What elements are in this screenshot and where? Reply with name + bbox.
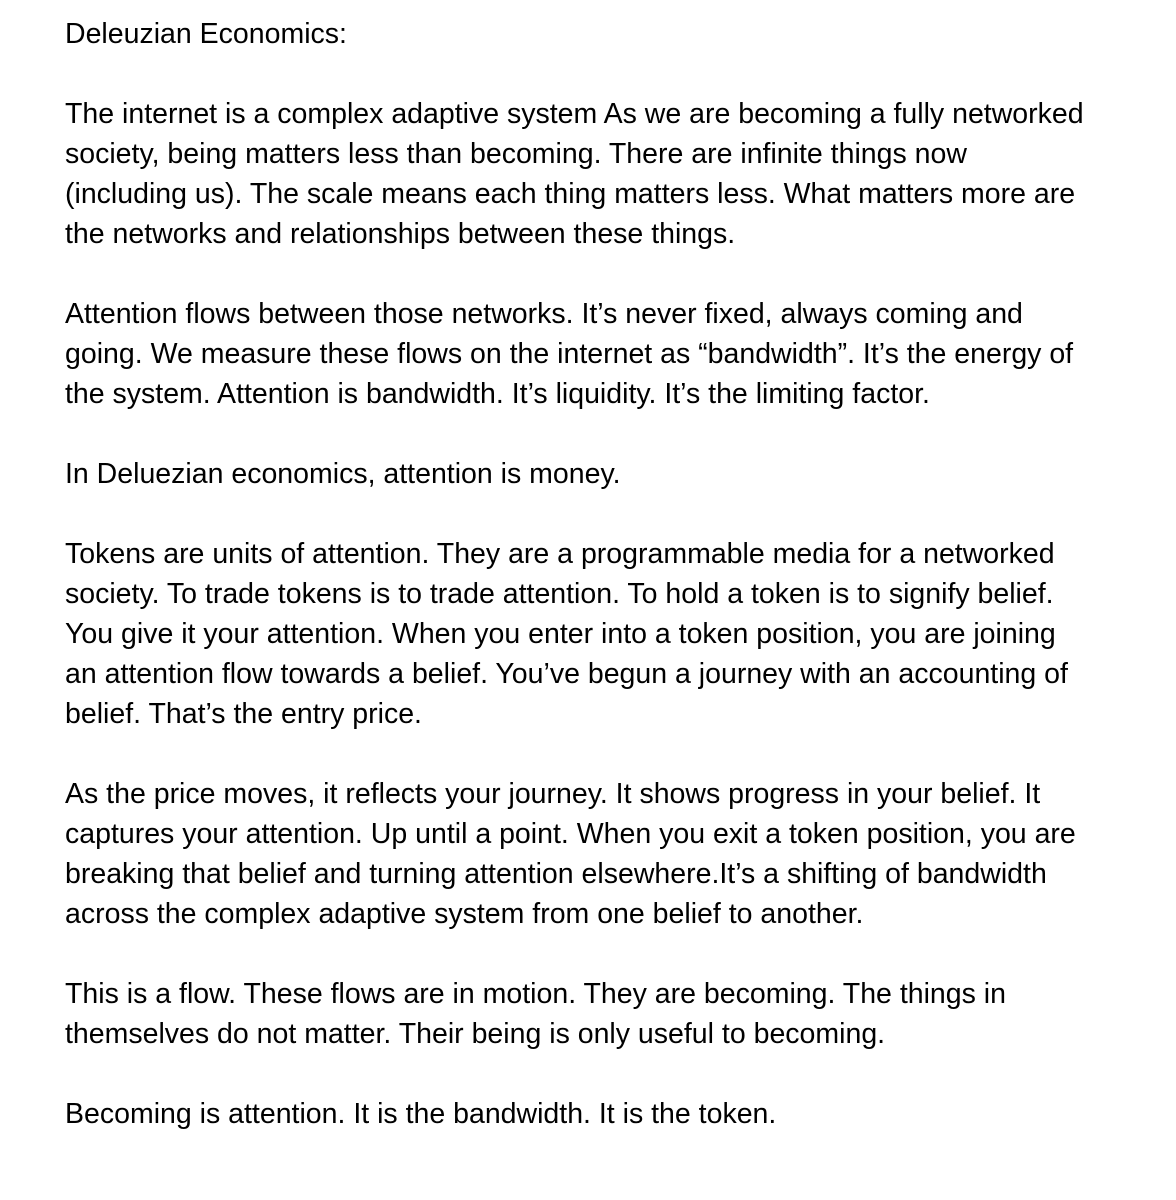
text-line: In Deluezian economics, attention is money. [65,458,621,490]
text-line: belief. That’s the entry price. [65,698,422,730]
text-line: Attention flows between those networks. It’s never fixed, always coming and [65,298,1023,330]
text-line: breaking that belief and turning attention elsewhere.It’s a shifting of bandwidth [65,858,1047,890]
text-line: The internet is a complex adaptive system As we are becoming a fully networked [65,98,1084,130]
paragraph-becoming [65,1094,1160,1134]
document-body [65,14,1160,1174]
text-line: This is a flow. These flows are in motion. They are becoming. The things in [65,978,1006,1010]
text-line: (including us). The scale means each thing matters less. What matters more are [65,178,1076,210]
paragraph-tokens [65,534,1160,734]
text-line: going. We measure these flows on the internet as “bandwidth”. It’s the energy of [65,338,1074,370]
paragraph-attention-money [65,454,1160,494]
text-line: captures your attention. Up until a point. When you exit a token position, you are [65,818,1076,850]
text-line: Tokens are units of attention. They are a programmable media for a networked [65,538,1055,570]
text-line: As the price moves, it reflects your journey. It shows progress in your belief. It [65,778,1041,810]
paragraph-internet [65,94,1160,254]
text-line: an attention flow towards a belief. You’ve begun a journey with an accounting of [65,658,1068,690]
text-line: themselves do not matter. Their being is only useful to becoming. [65,1018,886,1050]
text-line: society. To trade tokens is to trade attention. To hold a token is to signify belief. [65,578,1054,610]
text-line: You give it your attention. When you enter into a token position, you are joining [65,618,1056,650]
text-line: across the complex adaptive system from one belief to another. [65,898,864,930]
paragraph-price-moves [65,774,1160,934]
paragraph-flow [65,974,1160,1054]
text-line: the networks and relationships between these things. [65,218,736,250]
text-line: the system. Attention is bandwidth. It’s liquidity. It’s the limiting factor. [65,378,930,410]
text-line: Becoming is attention. It is the bandwidth. It is the token. [65,1098,777,1130]
text-line: society, being matters less than becoming. There are infinite things now [65,138,967,170]
paragraph-attention-flows [65,294,1160,414]
document-title: Deleuzian Economics: [65,18,347,50]
